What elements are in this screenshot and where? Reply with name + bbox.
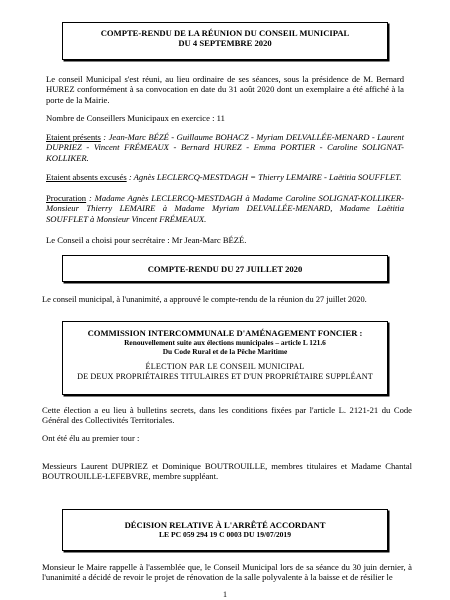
- section-compte-rendu-box: [62, 255, 388, 282]
- decision-title: DÉCISION RELATIVE À L'ARRÊTÉ ACCORDANT: [124, 520, 326, 530]
- commission-title: COMMISSION INTERCOMMUNALE D'AMÉNAGEMENT FONCIER :: [87, 328, 363, 338]
- section-decision-box: [62, 509, 388, 551]
- election-paragraph: Cette élection a eu lieu à bulletins secrets, dans les conditions fixées par l'article L. 2121-21 du Code Général des Collectivités Territoriales.: [42, 405, 412, 426]
- election-first-round: Ont été élu au premier tour :: [42, 433, 140, 443]
- intro-paragraph: Le conseil Municipal s'est réuni, au lieu ordinaire de ses séances, sous la présidence de M. Bernard HUREZ conformément à sa convocation en date du 31 août 2020 dont un exemplaire a été affiché à la porte de la Mairie.: [46, 74, 404, 105]
- absents-paragraph: [46, 172, 404, 182]
- presents-label: Etaient présents: [46, 132, 101, 142]
- decision-subtitle: LE PC 059 294 19 C 0003 DU 19/07/2019: [158, 530, 292, 539]
- header-title: COMPTE-RENDU DE LA RÉUNION DU CONSEIL MUNICIPAL: [100, 28, 350, 38]
- section-compte-rendu-text: Le conseil municipal, à l'unanimité, a approuvé le compte-rendu de la réunion du 27 juillet 2020.: [42, 295, 367, 304]
- section-compte-rendu-title: COMPTE-RENDU DU 27 JUILLET 2020: [147, 264, 303, 274]
- councillor-count: Nombre de Conseillers Municipaux en exercice : 11: [46, 113, 225, 123]
- section-commission-box: [62, 321, 388, 395]
- commission-subtitle: Renouvellement suite aux élections municipales – article L 121.6: [124, 338, 326, 347]
- absents-text: : Agnès LECLERCQ-MESTDAGH = Thierry LEMAIRE - Laëtitia SOUFFLET.: [126, 172, 402, 182]
- election-members: Messieurs Laurent DUPRIEZ et Dominique BOUTROUILLE, membres titulaires et Madame Chantal BOUTROUILLE-LEFEBVRE, membre suppléant.: [42, 461, 412, 482]
- secretary-paragraph: Le Conseil a choisi pour secrétaire : Mr Jean-Marc BÉZÉ.: [46, 235, 247, 245]
- commission-election-title: ÉLECTION PAR LE CONSEIL MUNICIPAL: [145, 362, 305, 371]
- procuration-label: Procuration: [46, 193, 87, 203]
- procuration-paragraph: [46, 193, 404, 224]
- presents-paragraph: [46, 132, 404, 163]
- page-number: 1: [223, 590, 227, 599]
- commission-code: Du Code Rural et de la Pêche Maritime: [162, 347, 288, 356]
- decision-paragraph: Monsieur le Maire rappelle à l'assemblée que, le Conseil Municipal lors de sa séance du 30 juin dernier, à l'unanimité a décidé de revoir le projet de rénovation de la salle polyvalente à la baisse et de résilier le: [42, 562, 412, 583]
- presents-text: : Jean-Marc BÉZÉ - Guillaume BOHACZ - Myriam DELVALLÉE-MENARD - Laurent DUPRIEZ - Vincent FRÉMEAUX - Bernard HUREZ - Emma PORTIER - Caroline SOLIGNAT-KOLLIKER.: [46, 132, 404, 163]
- absents-label: Etaient absents excusés: [46, 172, 127, 182]
- header-box: [62, 22, 388, 60]
- procuration-text: : Madame Agnès LECLERCQ-MESTDAGH à Madame Caroline SOLIGNAT-KOLLIKER-Monsieur Thierry LEMAIRE à Madame Myriam DELVALLÉE-MENARD, Madame Laëtitia SOUFFLET à Monsieur Vincent FRÉMEAUX.: [46, 193, 404, 224]
- commission-election-subtitle: DE DEUX PROPRIÉTAIRES TITULAIRES ET D'UN PROPRIÉTAIRE SUPPLÉANT: [77, 372, 373, 381]
- header-date: DU 4 SEPTEMBRE 2020: [178, 38, 272, 48]
